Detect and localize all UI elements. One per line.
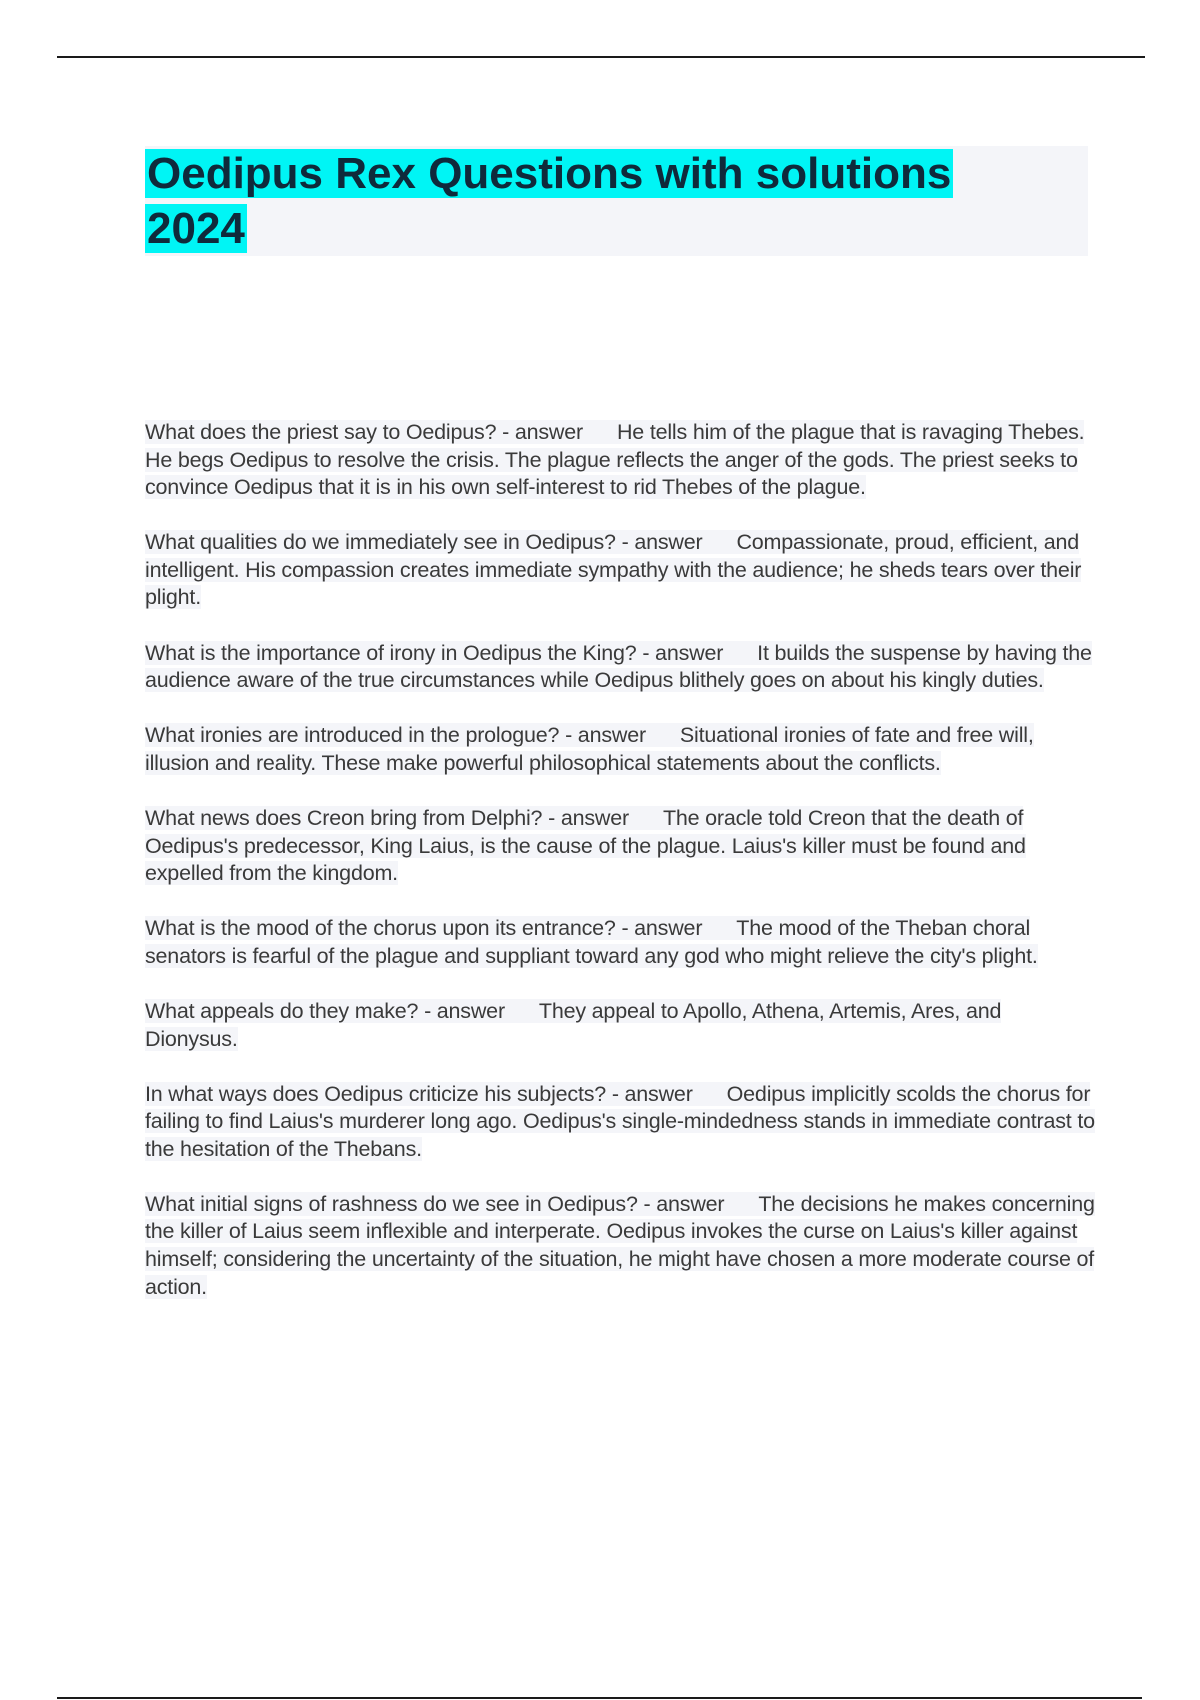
title-line-2: 2024 xyxy=(147,204,245,253)
answer-separator: - answer xyxy=(611,1081,693,1106)
question-text: What news does Creon bring from Delphi? xyxy=(145,805,543,830)
qa-item xyxy=(145,529,1095,612)
qa-item xyxy=(145,915,1095,970)
question-text: What is the mood of the chorus upon its entrance? xyxy=(145,916,616,941)
answer-text: Oedipus implicitly scolds the chorus for failing to find Laius's murderer long ago. Oedipus's single-mindedness stands in immediate contrast to the hesitation of the Thebans. xyxy=(145,1081,1095,1161)
answer-text: Compassionate, proud, efficient, and intelligent. His compassion creates immediate sympathy with the audience; he sheds tears over their plight. xyxy=(145,530,1082,610)
answer-separator: - answer xyxy=(565,723,646,748)
qa-item xyxy=(145,805,1095,888)
title-line-1: Oedipus Rex Questions with solutions xyxy=(147,149,952,198)
answer-separator: - answer xyxy=(621,916,703,941)
question-text: What qualities do we immediately see in Oedipus? xyxy=(145,530,616,555)
question-text: In what ways does Oedipus criticize his subjects? xyxy=(145,1081,607,1106)
question-text: What ironies are introduced in the prologue? xyxy=(145,723,560,748)
qa-item xyxy=(145,640,1095,695)
answer-separator: - answer xyxy=(548,805,629,830)
page-title xyxy=(145,146,1045,256)
question-text: What is the importance of irony in Oedipus the King? xyxy=(145,640,637,665)
answer-text: They appeal to Apollo, Athena, Artemis, Ares, and Dionysus. xyxy=(145,998,1002,1051)
qa-list xyxy=(145,419,1095,1329)
question-text: What initial signs of rashness do we see in Oedipus? xyxy=(145,1191,638,1216)
answer-text: Situational ironies of fate and free will, illusion and reality. These make powerful philosophical statements about the conflicts. xyxy=(145,723,1034,775)
answer-text: The decisions he makes concerning the killer of Laius seem inflexible and interperate. Oedipus invokes the curse on Laius's killer against himself; considering the uncertainty of the situation, he might have chosen a more moderate course of action. xyxy=(145,1191,1095,1299)
answer-text: It builds the suspense by having the audience aware of the true circumstances while Oedipus blithely goes on about his kingly duties. xyxy=(145,640,1092,693)
bottom-horizontal-rule xyxy=(57,1697,1142,1699)
answer-text: He tells him of the plague that is ravaging Thebes. He begs Oedipus to resolve the crisis. The plague reflects the anger of the gods. The priest seeks to convince Oedipus that it is in his own self-interest to rid Thebes of the plague. xyxy=(145,420,1085,500)
qa-item xyxy=(145,998,1095,1053)
answer-separator: - answer xyxy=(502,420,583,444)
answer-text: The mood of the Theban choral senators is fearful of the plague and suppliant toward any god who might relieve the city's plight. xyxy=(145,916,1038,968)
answer-separator: - answer xyxy=(642,640,724,665)
qa-item xyxy=(145,1191,1095,1301)
top-horizontal-rule xyxy=(57,56,1145,58)
question-text: What does the priest say to Oedipus? xyxy=(145,420,497,444)
answer-separator: - answer xyxy=(424,998,505,1023)
question-text: What appeals do they make? xyxy=(145,998,419,1023)
answer-separator: - answer xyxy=(621,530,703,555)
qa-item xyxy=(145,722,1095,777)
answer-separator: - answer xyxy=(643,1191,725,1216)
title-highlight xyxy=(145,149,953,253)
qa-item xyxy=(145,1081,1095,1164)
answer-text: The oracle told Creon that the death of Oedipus's predecessor, King Laius, is the cause of the plague. Laius's killer must be found and expelled from the kingdom. xyxy=(145,805,1026,886)
qa-item xyxy=(145,419,1095,502)
